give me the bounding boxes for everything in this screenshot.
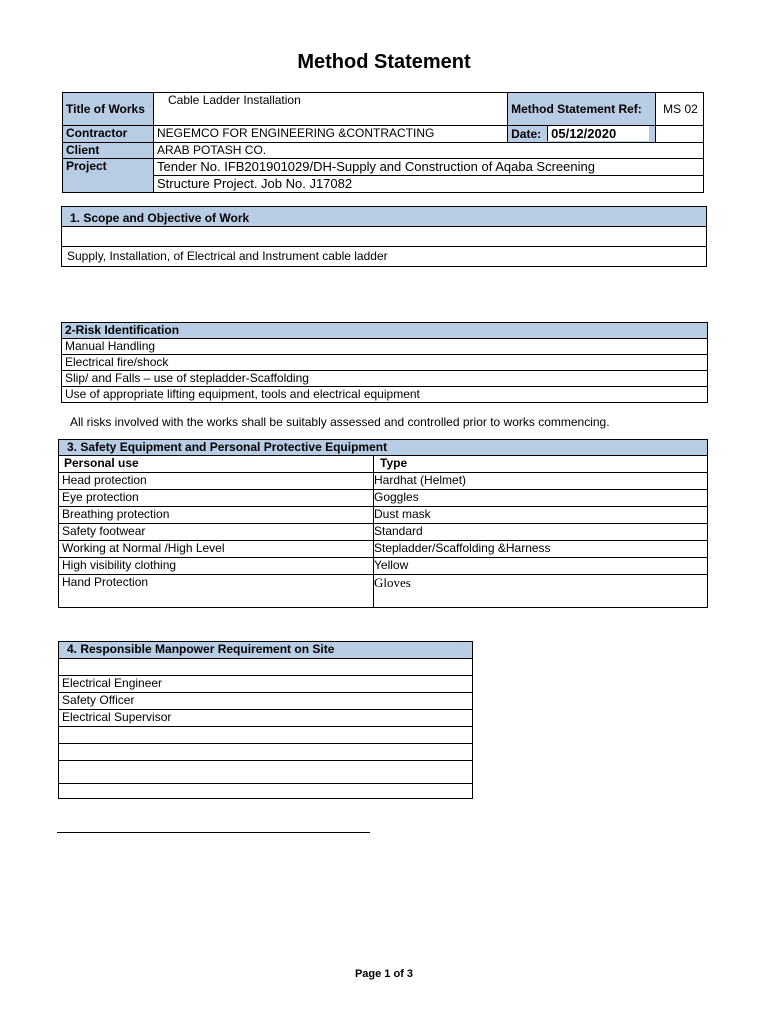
manpower-item: Electrical Engineer — [59, 676, 473, 693]
ms-ref-value: MS 02 — [656, 93, 704, 126]
manpower-item: Electrical Supervisor — [59, 710, 473, 727]
ppe-use: Breathing protection — [59, 507, 374, 524]
risk-table — [61, 322, 708, 403]
manpower-item: Safety Officer — [59, 693, 473, 710]
project-value-line2: Structure Project. Job No. J17082 — [154, 176, 704, 193]
ppe-type: Dust mask — [374, 507, 708, 524]
manpower-blank-row — [59, 659, 473, 676]
date-cell — [508, 126, 656, 143]
page-footer: Page 1 of 3 — [354, 968, 414, 980]
ppe-type: Yellow — [374, 558, 708, 575]
ppe-col-personal: Personal use — [59, 456, 374, 473]
header-info-table — [62, 92, 704, 193]
ppe-use: Working at Normal /High Level — [59, 541, 374, 558]
ppe-col-type: Type — [374, 456, 708, 473]
project-label-cont — [63, 176, 154, 193]
risk-note: All risks involved with the works shall be suitably assessed and controlled prior to works commencing. — [70, 415, 610, 429]
contractor-label: Contractor — [63, 126, 154, 143]
client-value: ARAB POTASH CO. — [154, 143, 704, 159]
risk-item: Manual Handling — [62, 339, 708, 355]
date-label: Date: — [511, 127, 542, 141]
ppe-type: Hardhat (Helmet) — [374, 473, 708, 490]
ppe-use: Hand Protection — [59, 575, 374, 608]
scope-blank-row — [62, 227, 707, 247]
ms-ref-label: Method Statement Ref: — [508, 93, 656, 126]
ppe-type: Stepladder/Scaffolding &Harness — [374, 541, 708, 558]
ppe-type: Standard — [374, 524, 708, 541]
risk-item: Slip/ and Falls – use of stepladder-Scaffolding — [62, 371, 708, 387]
risk-item: Electrical fire/shock — [62, 355, 708, 371]
manpower-heading: 4. Responsible Manpower Requirement on Site — [59, 642, 473, 659]
ppe-use: Eye protection — [59, 490, 374, 507]
signature-line — [57, 832, 370, 833]
risk-heading: 2-Risk Identification — [62, 323, 708, 339]
manpower-blank-row — [59, 744, 473, 761]
manpower-blank-row — [59, 784, 473, 799]
project-label: Project — [63, 159, 154, 176]
ppe-use: High visibility clothing — [59, 558, 374, 575]
contractor-value: NEGEMCO FOR ENGINEERING &CONTRACTING — [154, 126, 508, 143]
ppe-table — [58, 439, 708, 608]
risk-item: Use of appropriate lifting equipment, tools and electrical equipment — [62, 387, 708, 403]
project-value-line1: Tender No. IFB201901029/DH-Supply and Construction of Aqaba Screening — [154, 159, 704, 176]
client-label: Client — [63, 143, 154, 159]
ppe-type: Gloves — [374, 575, 708, 608]
ppe-use: Head protection — [59, 473, 374, 490]
date-value: 05/12/2020 — [547, 126, 649, 141]
manpower-table — [58, 641, 473, 799]
title-of-works-value: Cable Ladder Installation — [154, 93, 508, 126]
ppe-type: Goggles — [374, 490, 708, 507]
title-of-works-label: Title of Works — [63, 93, 154, 126]
scope-table — [61, 206, 707, 267]
scope-heading: 1. Scope and Objective of Work — [62, 207, 707, 227]
manpower-blank-row — [59, 761, 473, 784]
manpower-blank-row — [59, 727, 473, 744]
page-title: Method Statement — [297, 51, 471, 73]
empty-cell — [656, 126, 704, 143]
ppe-use: Safety footwear — [59, 524, 374, 541]
ppe-heading: 3. Safety Equipment and Personal Protective Equipment — [59, 440, 708, 456]
scope-text: Supply, Installation, of Electrical and Instrument cable ladder — [62, 247, 707, 267]
